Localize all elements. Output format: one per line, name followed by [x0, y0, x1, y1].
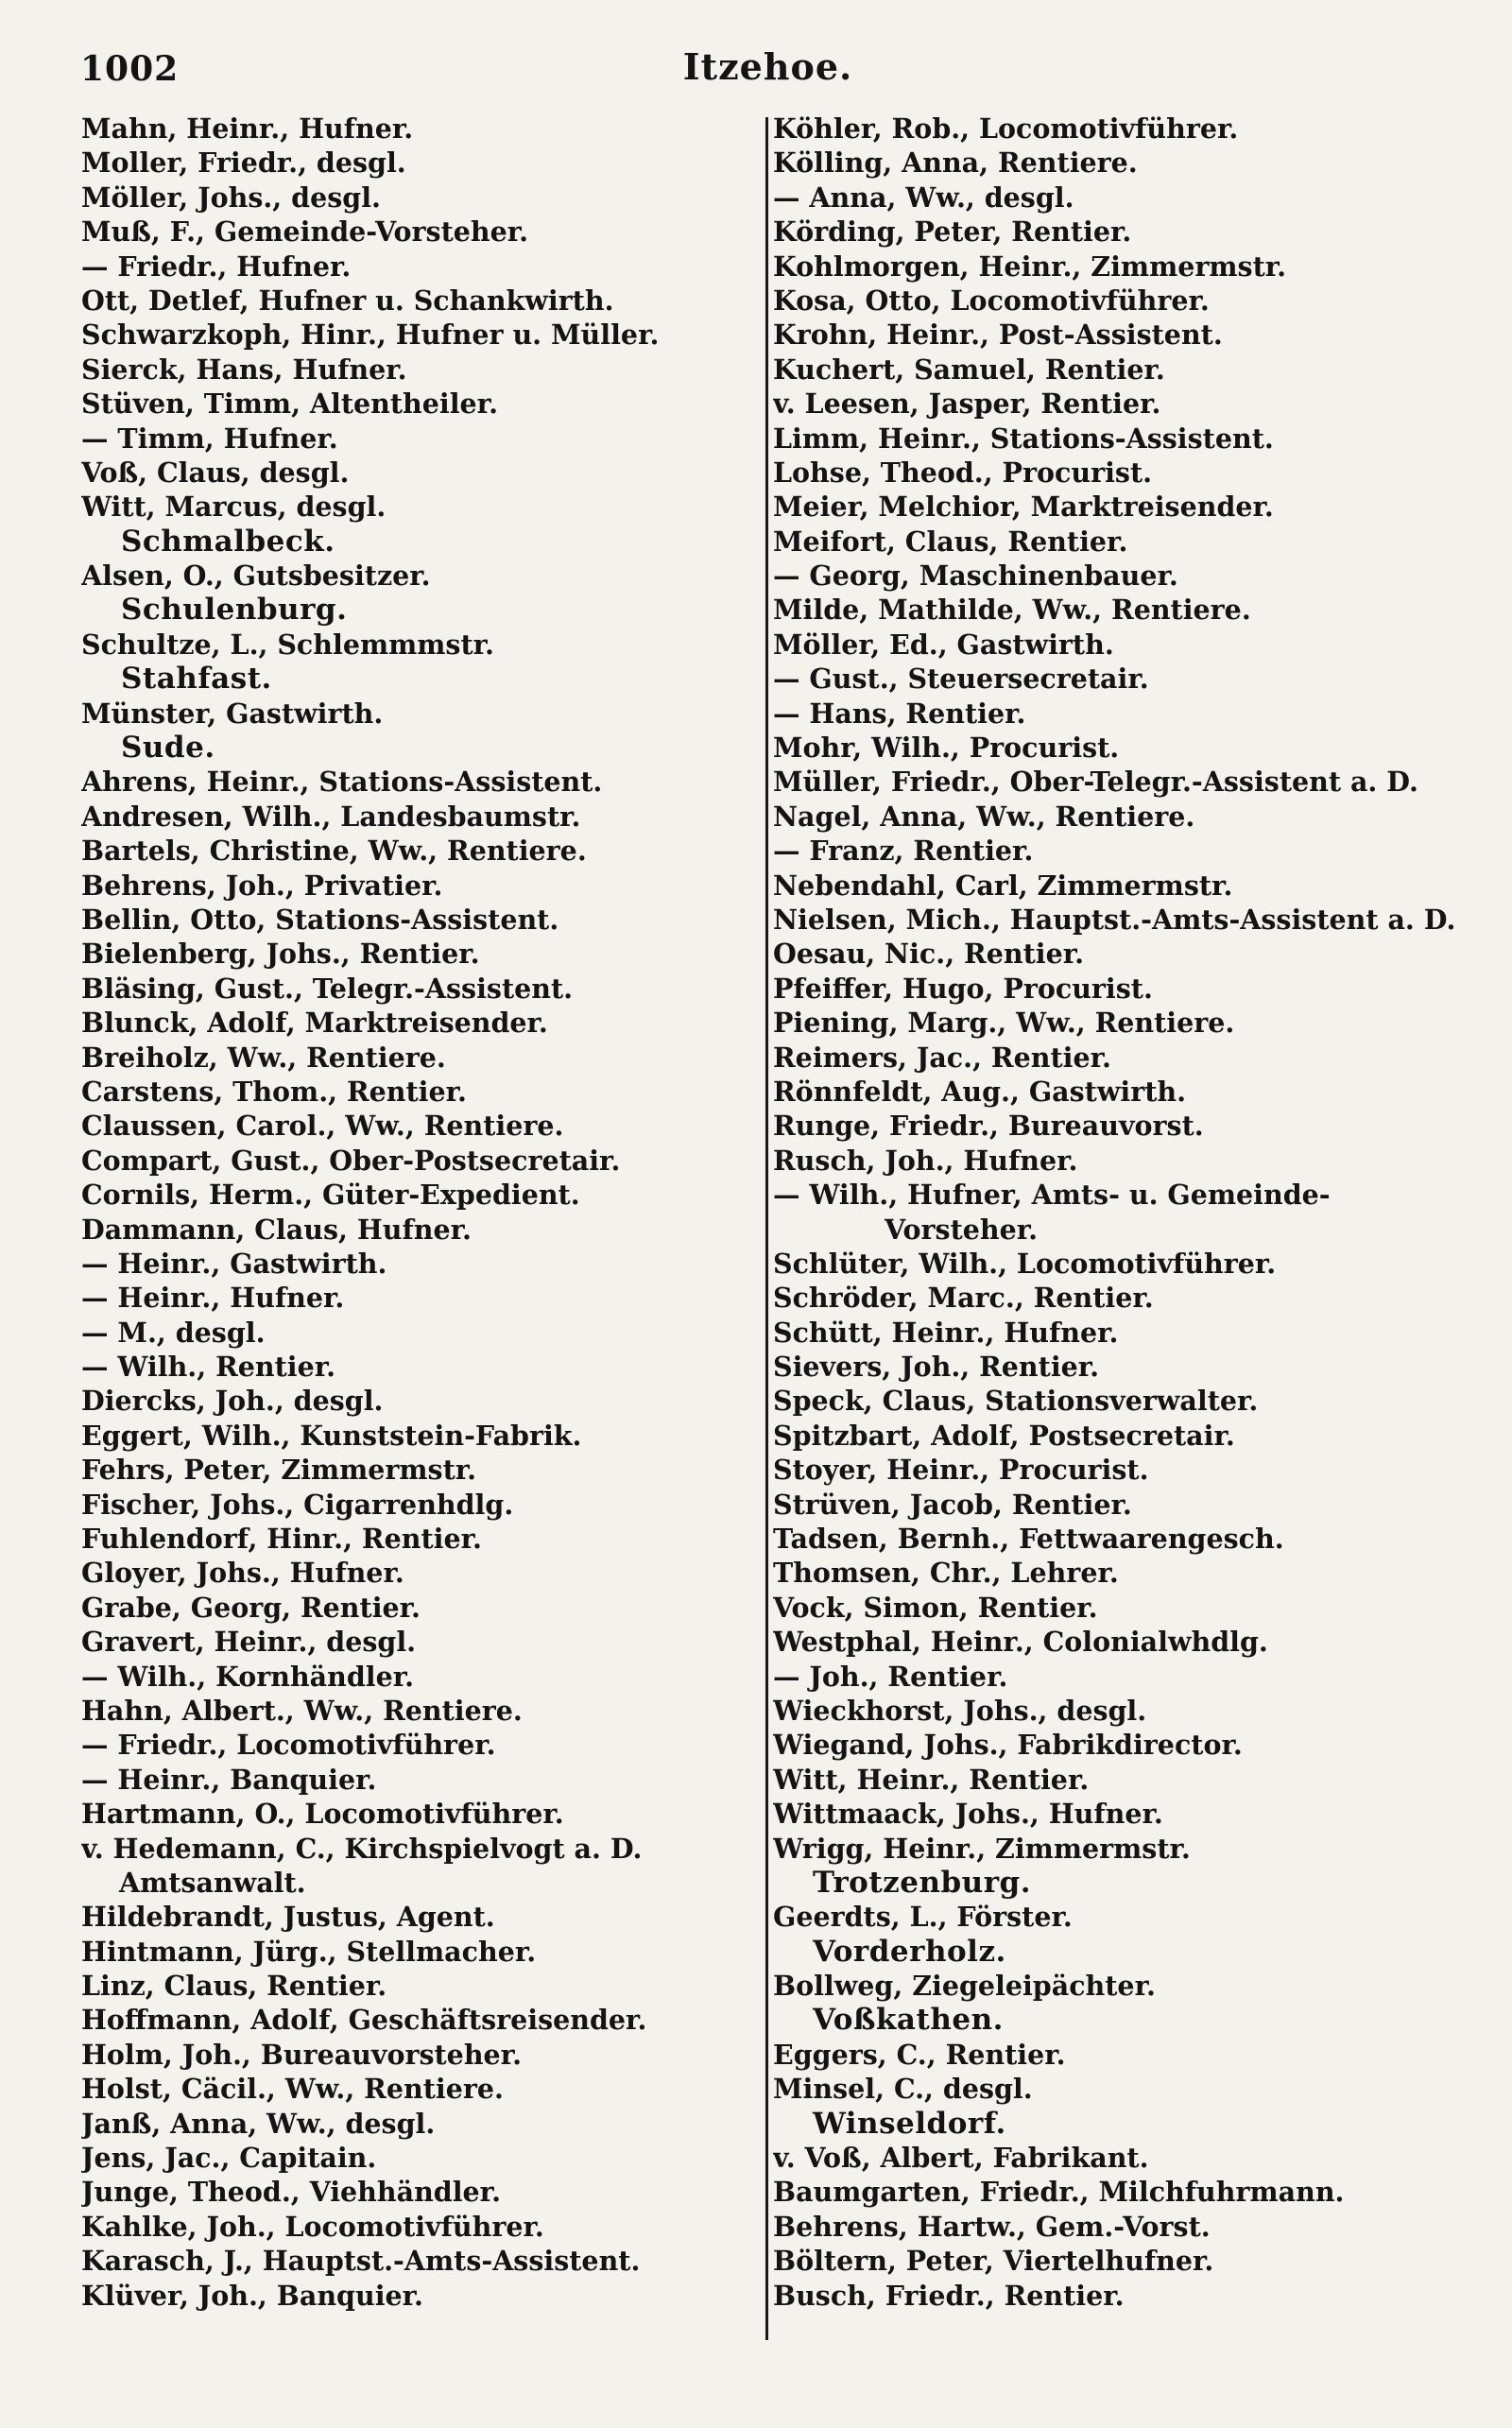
directory-entry: Kohlmorgen, Heinr., Zimmermstr. — [773, 250, 1287, 283]
directory-entry: Ahrens, Heinr., Stations-Assistent. — [81, 766, 603, 799]
directory-entry: Nebendahl, Carl, Zimmermstr. — [773, 869, 1233, 902]
directory-entry: Piening, Marg., Ww., Rentiere. — [773, 1007, 1235, 1040]
directory-entry: — Friedr., Locomotivführer. — [81, 1729, 496, 1762]
directory-entry: Behrens, Joh., Privatier. — [81, 869, 443, 902]
directory-entry: Köhler, Rob., Locomotivführer. — [773, 112, 1239, 145]
directory-entry: — Friedr., Hufner. — [81, 250, 352, 283]
entry-continuation: Vorsteher. — [885, 1213, 1039, 1246]
directory-entry: Alsen, O., Gutsbesitzer. — [81, 560, 431, 593]
directory-entry: Müller, Friedr., Ober-Telegr.-Assistent a. D. — [773, 766, 1418, 799]
directory-entry: v. Voß, Albert, Fabrikant. — [773, 2142, 1149, 2175]
directory-entry: — Wilh., Rentier. — [81, 1351, 336, 1384]
directory-entry: — Franz, Rentier. — [773, 835, 1034, 868]
directory-entry: Wittmaack, Johs., Hufner. — [773, 1798, 1163, 1831]
directory-entry: Bielenberg, Johs., Rentier. — [81, 938, 480, 971]
directory-entry: Hahn, Albert., Ww., Rentiere. — [81, 1694, 523, 1727]
directory-entry: Pfeiffer, Hugo, Procurist. — [773, 972, 1153, 1005]
directory-entry: Schröder, Marc., Rentier. — [773, 1282, 1154, 1315]
section-heading: Schulenburg. — [121, 593, 348, 628]
directory-entry: Schwarzkoph, Hinr., Hufner u. Müller. — [81, 319, 660, 352]
right-column — [773, 112, 1472, 2313]
directory-entry: Janß, Anna, Ww., desgl. — [81, 2107, 436, 2140]
directory-entry: Baumgarten, Friedr., Milchfuhrmann. — [773, 2176, 1345, 2209]
directory-entry: Schlüter, Wilh., Locomotivführer. — [773, 1247, 1277, 1280]
directory-entry: Sievers, Joh., Rentier. — [773, 1351, 1100, 1384]
directory-entry: Mahn, Heinr., Hufner. — [81, 112, 414, 145]
directory-entry: — Georg, Maschinenbauer. — [773, 560, 1178, 593]
section-heading: Sude. — [121, 731, 215, 766]
directory-entry: — Wilh., Hufner, Amts- u. Gemeinde- — [773, 1179, 1331, 1212]
directory-entry: Holst, Cäcil., Ww., Rentiere. — [81, 2073, 504, 2106]
directory-entry: Klüver, Joh., Banquier. — [81, 2279, 423, 2312]
directory-entry: Karasch, J., Hauptst.-Amts-Assistent. — [81, 2245, 641, 2278]
directory-entry: Nagel, Anna, Ww., Rentiere. — [773, 800, 1195, 833]
directory-entry: Moller, Friedr., desgl. — [81, 146, 406, 180]
section-heading: Vorderholz. — [813, 1934, 1006, 1969]
directory-entry: Witt, Heinr., Rentier. — [773, 1763, 1090, 1796]
page-header — [80, 42, 1455, 98]
directory-entry: — Wilh., Kornhändler. — [81, 1660, 415, 1693]
directory-entry: Hildebrandt, Justus, Agent. — [81, 1901, 495, 1934]
directory-entry: Fuhlendorf, Hinr., Rentier. — [81, 1523, 482, 1556]
directory-entry: Schultze, L., Schlemmmstr. — [81, 628, 494, 661]
section-heading: Winseldorf. — [813, 2106, 1006, 2141]
directory-entry: Schütt, Heinr., Hufner. — [773, 1316, 1119, 1349]
directory-entry: Münster, Gastwirth. — [81, 697, 384, 730]
directory-entry: Wieckhorst, Johs., desgl. — [773, 1694, 1147, 1727]
directory-entry: Carstens, Thom., Rentier. — [81, 1075, 467, 1108]
directory-entry: Rusch, Joh., Hufner. — [773, 1144, 1078, 1177]
directory-entry: Fehrs, Peter, Zimmermstr. — [81, 1454, 477, 1487]
directory-entry: Geerdts, L., Förster. — [773, 1901, 1073, 1934]
directory-entry: Gravert, Heinr., desgl. — [81, 1626, 417, 1659]
directory-entry: Meier, Melchior, Marktreisender. — [773, 491, 1274, 524]
left-column — [81, 112, 764, 2313]
directory-entry: Lohse, Theod., Procurist. — [773, 456, 1153, 489]
directory-entry: Eggert, Wilh., Kunststein-Fabrik. — [81, 1419, 582, 1452]
directory-entry: — Heinr., Hufner. — [81, 1282, 345, 1315]
directory-entry: Mohr, Wilh., Procurist. — [773, 732, 1120, 765]
directory-entry: v. Leesen, Jasper, Rentier. — [773, 387, 1161, 421]
directory-entry: Sierck, Hans, Hufner. — [81, 353, 407, 386]
directory-entry: Speck, Claus, Stationsverwalter. — [773, 1385, 1259, 1418]
directory-entry: Dammann, Claus, Hufner. — [81, 1213, 472, 1246]
directory-entry: Krohn, Heinr., Post-Assistent. — [773, 319, 1223, 352]
directory-entry: — Heinr., Gastwirth. — [81, 1247, 387, 1280]
directory-entry: Eggers, C., Rentier. — [773, 2038, 1066, 2071]
directory-entry: Vock, Simon, Rentier. — [773, 1591, 1098, 1624]
directory-entry: Tadsen, Bernh., Fettwaarengesch. — [773, 1523, 1284, 1556]
directory-entry: Compart, Gust., Ober-Postsecretair. — [81, 1144, 621, 1177]
directory-entry: Wrigg, Heinr., Zimmermstr. — [773, 1832, 1191, 1865]
entry-continuation: Amtsanwalt. — [119, 1866, 306, 1899]
directory-entry: Hoffmann, Adolf, Geschäftsreisender. — [81, 2004, 647, 2037]
directory-entry: Wiegand, Johs., Fabrikdirector. — [773, 1729, 1243, 1762]
directory-entry: Linz, Claus, Rentier. — [81, 1970, 387, 2003]
directory-entry: Meifort, Claus, Rentier. — [773, 525, 1128, 558]
directory-entry: Kölling, Anna, Rentiere. — [773, 146, 1138, 180]
directory-entry: Diercks, Joh., desgl. — [81, 1385, 384, 1418]
directory-entry: Breiholz, Ww., Rentiere. — [81, 1041, 446, 1074]
directory-entry: Körding, Peter, Rentier. — [773, 215, 1132, 249]
column-divider — [765, 117, 768, 2340]
directory-entry: Witt, Marcus, desgl. — [81, 491, 387, 524]
directory-entry: — Hans, Rentier. — [773, 697, 1026, 730]
directory-entry: Möller, Ed., Gastwirth. — [773, 628, 1114, 661]
directory-entry: Kosa, Otto, Locomotivführer. — [773, 284, 1210, 317]
directory-entry: — Heinr., Banquier. — [81, 1763, 377, 1796]
directory-entry: Muß, F., Gemeinde-Vorsteher. — [81, 215, 529, 249]
directory-entry: Busch, Friedr., Rentier. — [773, 2279, 1125, 2312]
directory-entry: Voß, Claus, desgl. — [81, 456, 350, 489]
directory-entry: Thomsen, Chr., Lehrer. — [773, 1557, 1119, 1590]
section-heading: Schmalbeck. — [121, 524, 335, 559]
directory-entry: Runge, Friedr., Bureauvorst. — [773, 1110, 1204, 1143]
directory-entry: — Timm, Hufner. — [81, 422, 338, 455]
directory-entry: — Anna, Ww., desgl. — [773, 181, 1074, 214]
directory-entry: Claussen, Carol., Ww., Rentiere. — [81, 1110, 564, 1143]
directory-entry: Minsel, C., desgl. — [773, 2073, 1033, 2106]
directory-entry: Andresen, Wilh., Landesbaumstr. — [81, 800, 581, 833]
directory-entry: Gloyer, Johs., Hufner. — [81, 1557, 404, 1590]
section-heading: Stahfast. — [121, 662, 272, 697]
directory-entry: Spitzbart, Adolf, Postsecretair. — [773, 1419, 1235, 1452]
directory-entry: — Gust., Steuersecretair. — [773, 663, 1149, 696]
directory-entry: Nielsen, Mich., Hauptst.-Amts-Assistent a. D. — [773, 903, 1456, 936]
directory-entry: Hartmann, O., Locomotivführer. — [81, 1798, 564, 1831]
directory-entry: Stoyer, Heinr., Procurist. — [773, 1454, 1149, 1487]
directory-entry: Cornils, Herm., Güter-Expedient. — [81, 1179, 580, 1212]
directory-entry: Bläsing, Gust., Telegr.-Assistent. — [81, 972, 574, 1005]
directory-entry: Limm, Heinr., Stations-Assistent. — [773, 422, 1274, 455]
directory-entry: — Joh., Rentier. — [773, 1660, 1008, 1693]
page-number: 1002 — [80, 49, 180, 89]
directory-entry: Jens, Jac., Capitain. — [81, 2142, 377, 2175]
directory-entry: Strüven, Jacob, Rentier. — [773, 1488, 1132, 1521]
directory-entry: Holm, Joh., Bureauvorsteher. — [81, 2038, 522, 2071]
directory-entry: Bellin, Otto, Stations-Assistent. — [81, 903, 559, 936]
directory-entry: Blunck, Adolf, Marktreisender. — [81, 1007, 548, 1040]
directory-entry: — M., desgl. — [81, 1316, 266, 1349]
directory-entry: Möller, Johs., desgl. — [81, 181, 381, 214]
directory-entry: Stüven, Timm, Altentheiler. — [81, 387, 498, 421]
directory-entry: Fischer, Johs., Cigarrenhdlg. — [81, 1488, 514, 1521]
directory-entry: v. Hedemann, C., Kirchspielvogt a. D. — [81, 1832, 643, 1865]
directory-entry: Kahlke, Joh., Locomotivführer. — [81, 2210, 544, 2243]
directory-entry: Junge, Theod., Viehhändler. — [81, 2176, 502, 2209]
directory-entry: Milde, Mathilde, Ww., Rentiere. — [773, 594, 1251, 627]
directory-entry: Grabe, Georg, Rentier. — [81, 1591, 421, 1624]
directory-entry: Oesau, Nic., Rentier. — [773, 938, 1085, 971]
directory-entry: Reimers, Jac., Rentier. — [773, 1041, 1111, 1074]
directory-entry: Bollweg, Ziegeleipächter. — [773, 1970, 1156, 2003]
directory-entry: Rönnfeldt, Aug., Gastwirth. — [773, 1075, 1187, 1108]
page-title: Itzehoe. — [682, 45, 853, 88]
directory-entry: Kuchert, Samuel, Rentier. — [773, 353, 1165, 386]
directory-entry: Westphal, Heinr., Colonialwhdlg. — [773, 1626, 1268, 1659]
directory-entry: Ott, Detlef, Hufner u. Schankwirth. — [81, 284, 614, 317]
directory-entry: Böltern, Peter, Viertelhufner. — [773, 2245, 1214, 2278]
directory-entry: Hintmann, Jürg., Stellmacher. — [81, 1935, 537, 1968]
directory-entry: Behrens, Hartw., Gem.-Vorst. — [773, 2210, 1211, 2243]
directory-entry: Bartels, Christine, Ww., Rentiere. — [81, 835, 587, 868]
section-heading: Voßkathen. — [813, 2003, 1004, 2038]
section-heading: Trotzenburg. — [813, 1865, 1032, 1900]
